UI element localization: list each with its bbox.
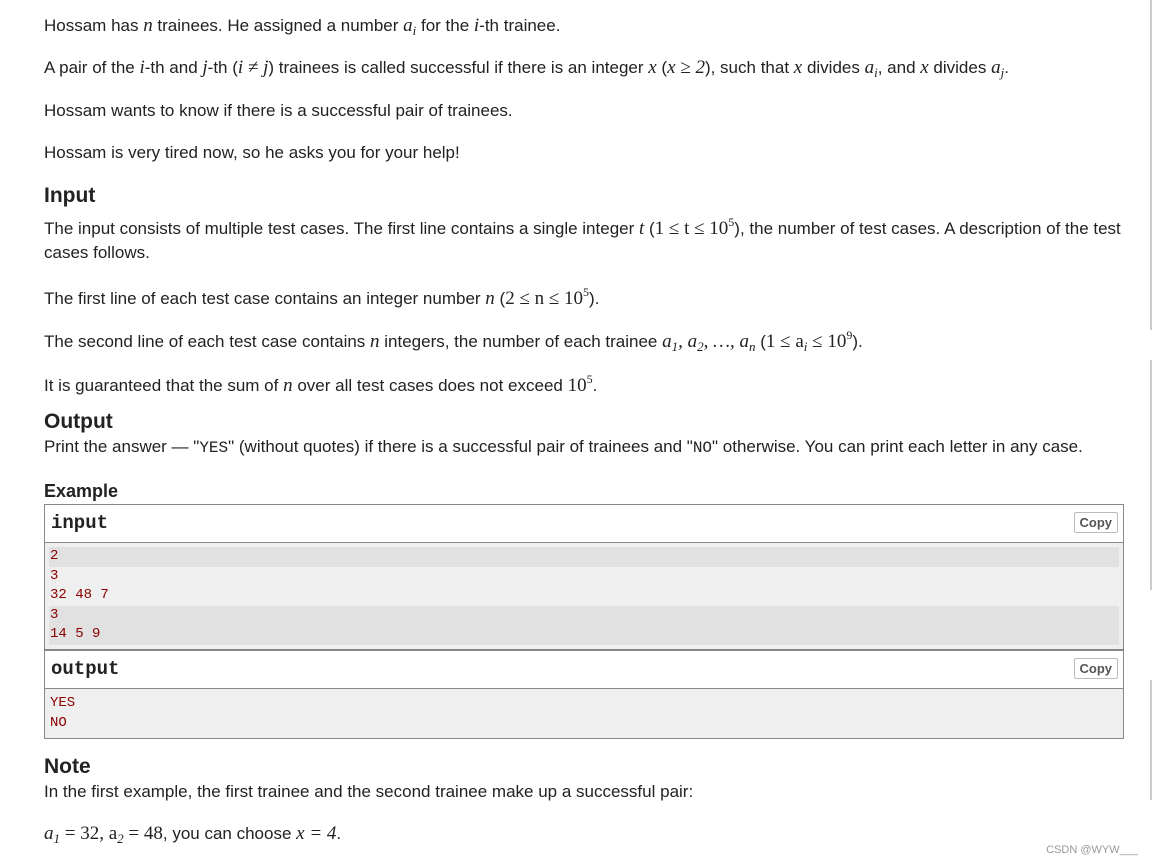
input-line: 2 <box>49 547 1119 567</box>
sample-output-header <box>45 651 1123 689</box>
output-line: NO <box>50 714 67 731</box>
copy-input-button[interactable]: Copy <box>1074 512 1119 533</box>
statement-paragraph-4: Hossam is very tired now, so he asks you for your help! <box>44 143 460 162</box>
input-paragraph-3: The second line of each test case contains n integers, the number of each trainee $a_1$, $a_2$, …, $a_n$ $(1 \le a_i \le 10^9)$. <box>44 328 863 354</box>
math-condition: i ≠ j <box>237 57 269 78</box>
note-paragraph-2: $a_1 = 32$, $a_2 = 48$, you can choose x = 4. <box>44 823 342 846</box>
output-heading: Output <box>44 410 113 433</box>
input-line: 14 5 9 <box>49 625 1119 645</box>
math-x-condition: x ≥ 2 <box>667 57 705 78</box>
sample-output-block <box>44 650 1124 739</box>
input-line: 32 48 7 <box>50 587 109 604</box>
text: for the <box>416 16 474 35</box>
sample-input-block <box>44 504 1124 650</box>
math-n: n <box>143 15 153 36</box>
sample-output-title: output <box>51 658 120 680</box>
input-heading: Input <box>44 184 96 207</box>
input-paragraph-2: The first line of each test case contains an integer number n $(2 \le n \le 10^5)$. <box>44 285 600 309</box>
sample-input-header <box>45 505 1123 543</box>
statement-paragraph-1 <box>44 14 560 43</box>
copy-output-button[interactable]: Copy <box>1074 658 1119 679</box>
text: -th trainee. <box>479 16 561 35</box>
input-paragraph-4: It is guaranteed that the sum of n over all test cases does not exceed $10^5$. <box>44 372 598 396</box>
math-ai: $a_i$ <box>403 15 417 38</box>
sample-input-title: input <box>51 512 109 534</box>
note-heading: Note <box>44 755 91 778</box>
text: Hossam has <box>44 16 144 35</box>
sample-input-body <box>45 543 1123 649</box>
example-heading: Example <box>44 481 119 501</box>
text: trainees. He assigned a number <box>152 16 404 35</box>
output-paragraph-1: Print the answer — "YES" (without quotes) if there is a successful pair of trainees and "NO" otherwise. You can print each letter in any case. <box>44 437 1083 457</box>
output-line: YES <box>50 695 76 711</box>
math-i: i <box>473 15 480 36</box>
input-paragraph-1: The input consists of multiple test cases. The first line contains a single integer t $(1 \le t \le 10^5)$, the number of test cases. A description of the test cases follows. <box>44 215 1121 262</box>
sample-output-body <box>45 689 1123 738</box>
input-line: 3 <box>49 606 1119 626</box>
statement-paragraph-2: A pair of the i-th and j-th (i ≠ j) trainees is called successful if there is an integer x (x ≥ 2), such that x divides $a_i$, and x divides $a_j$. <box>44 57 1009 80</box>
note-paragraph-1: In the first example, the first trainee and the second trainee make up a successful pair: <box>44 782 694 801</box>
input-line: 3 <box>50 567 59 584</box>
watermark: CSDN @WYW___ <box>1046 844 1138 856</box>
statement-paragraph-3: Hossam wants to know if there is a successful pair of trainees. <box>44 101 513 120</box>
